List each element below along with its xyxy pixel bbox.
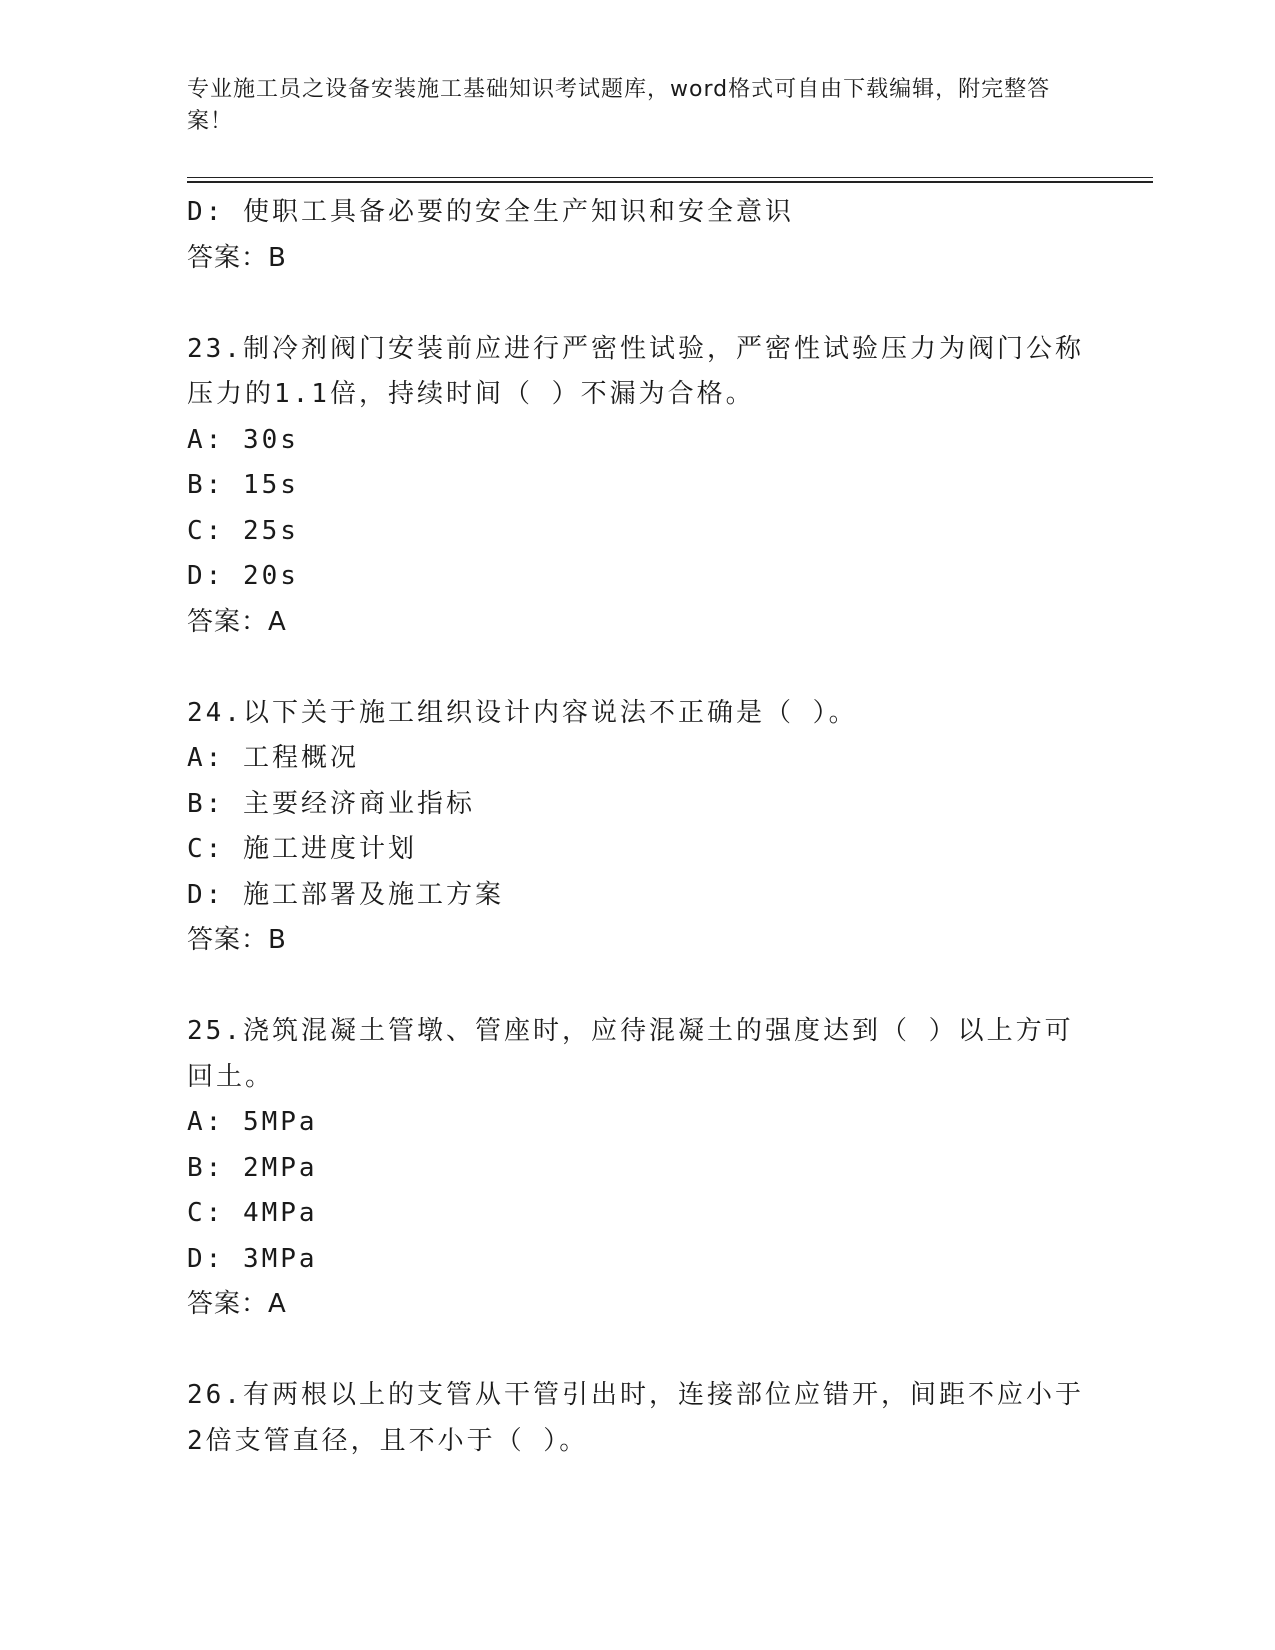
question-23-option-c: C: 25s xyxy=(187,515,299,546)
document-header: 专业施工员之设备安装施工基础知识考试题库，word格式可自由下载编辑，附完整答案！ xyxy=(187,77,1051,134)
question-24-option-d: D: 施工部署及施工方案 xyxy=(187,879,504,910)
question-content xyxy=(187,190,1087,1464)
question-23-stem-line-1: 23.制冷剂阀门安装前应进行严密性试验，严密性试验压力为阀门公称 xyxy=(187,333,1084,364)
question-23-option-a: A: 30s xyxy=(187,424,299,455)
question-26-stem-line-2: 2倍支管直径，且不小于（ ）。 xyxy=(187,1425,589,1456)
question-24-stem-line-1: 24.以下关于施工组织设计内容说法不正确是（ ）。 xyxy=(187,697,858,728)
answer-line: 答案：B xyxy=(187,242,287,273)
question-24-option-a: A: 工程概况 xyxy=(187,743,359,773)
question-25-stem-line-1: 25.浇筑混凝土管墩、管座时，应待混凝土的强度达到（ ）以上方可 xyxy=(187,1016,1074,1046)
question-25-option-d: D: 3MPa xyxy=(187,1243,318,1274)
question-25-stem-line-2: 回土。 xyxy=(187,1061,275,1092)
question-26-stem-line-1: 26.有两根以上的支管从干管引出时，连接部位应错开，间距不应小于 xyxy=(187,1380,1084,1410)
question-24-answer: 答案：B xyxy=(187,925,287,955)
question-25-option-a: A: 5MPa xyxy=(187,1107,318,1137)
question-25-answer: 答案：A xyxy=(187,1289,287,1319)
question-23-option-d: D: 20s xyxy=(187,561,299,591)
question-23-stem-line-2: 压力的1.1倍，持续时间（ ）不漏为合格。 xyxy=(187,379,755,409)
question-23-answer: 答案：A xyxy=(187,606,287,637)
question-24-option-c: C: 施工进度计划 xyxy=(187,834,417,864)
question-25-option-b: B: 2MPa xyxy=(187,1152,318,1183)
option-d: D: 使职工具备必要的安全生产知识和安全意识 xyxy=(187,197,794,227)
header-divider-thick xyxy=(187,181,1153,183)
question-24-option-b: B: 主要经济商业指标 xyxy=(187,788,475,819)
question-23-option-b: B: 15s xyxy=(187,470,299,500)
question-25-option-c: C: 4MPa xyxy=(187,1198,318,1228)
header-divider-thin xyxy=(187,177,1153,178)
